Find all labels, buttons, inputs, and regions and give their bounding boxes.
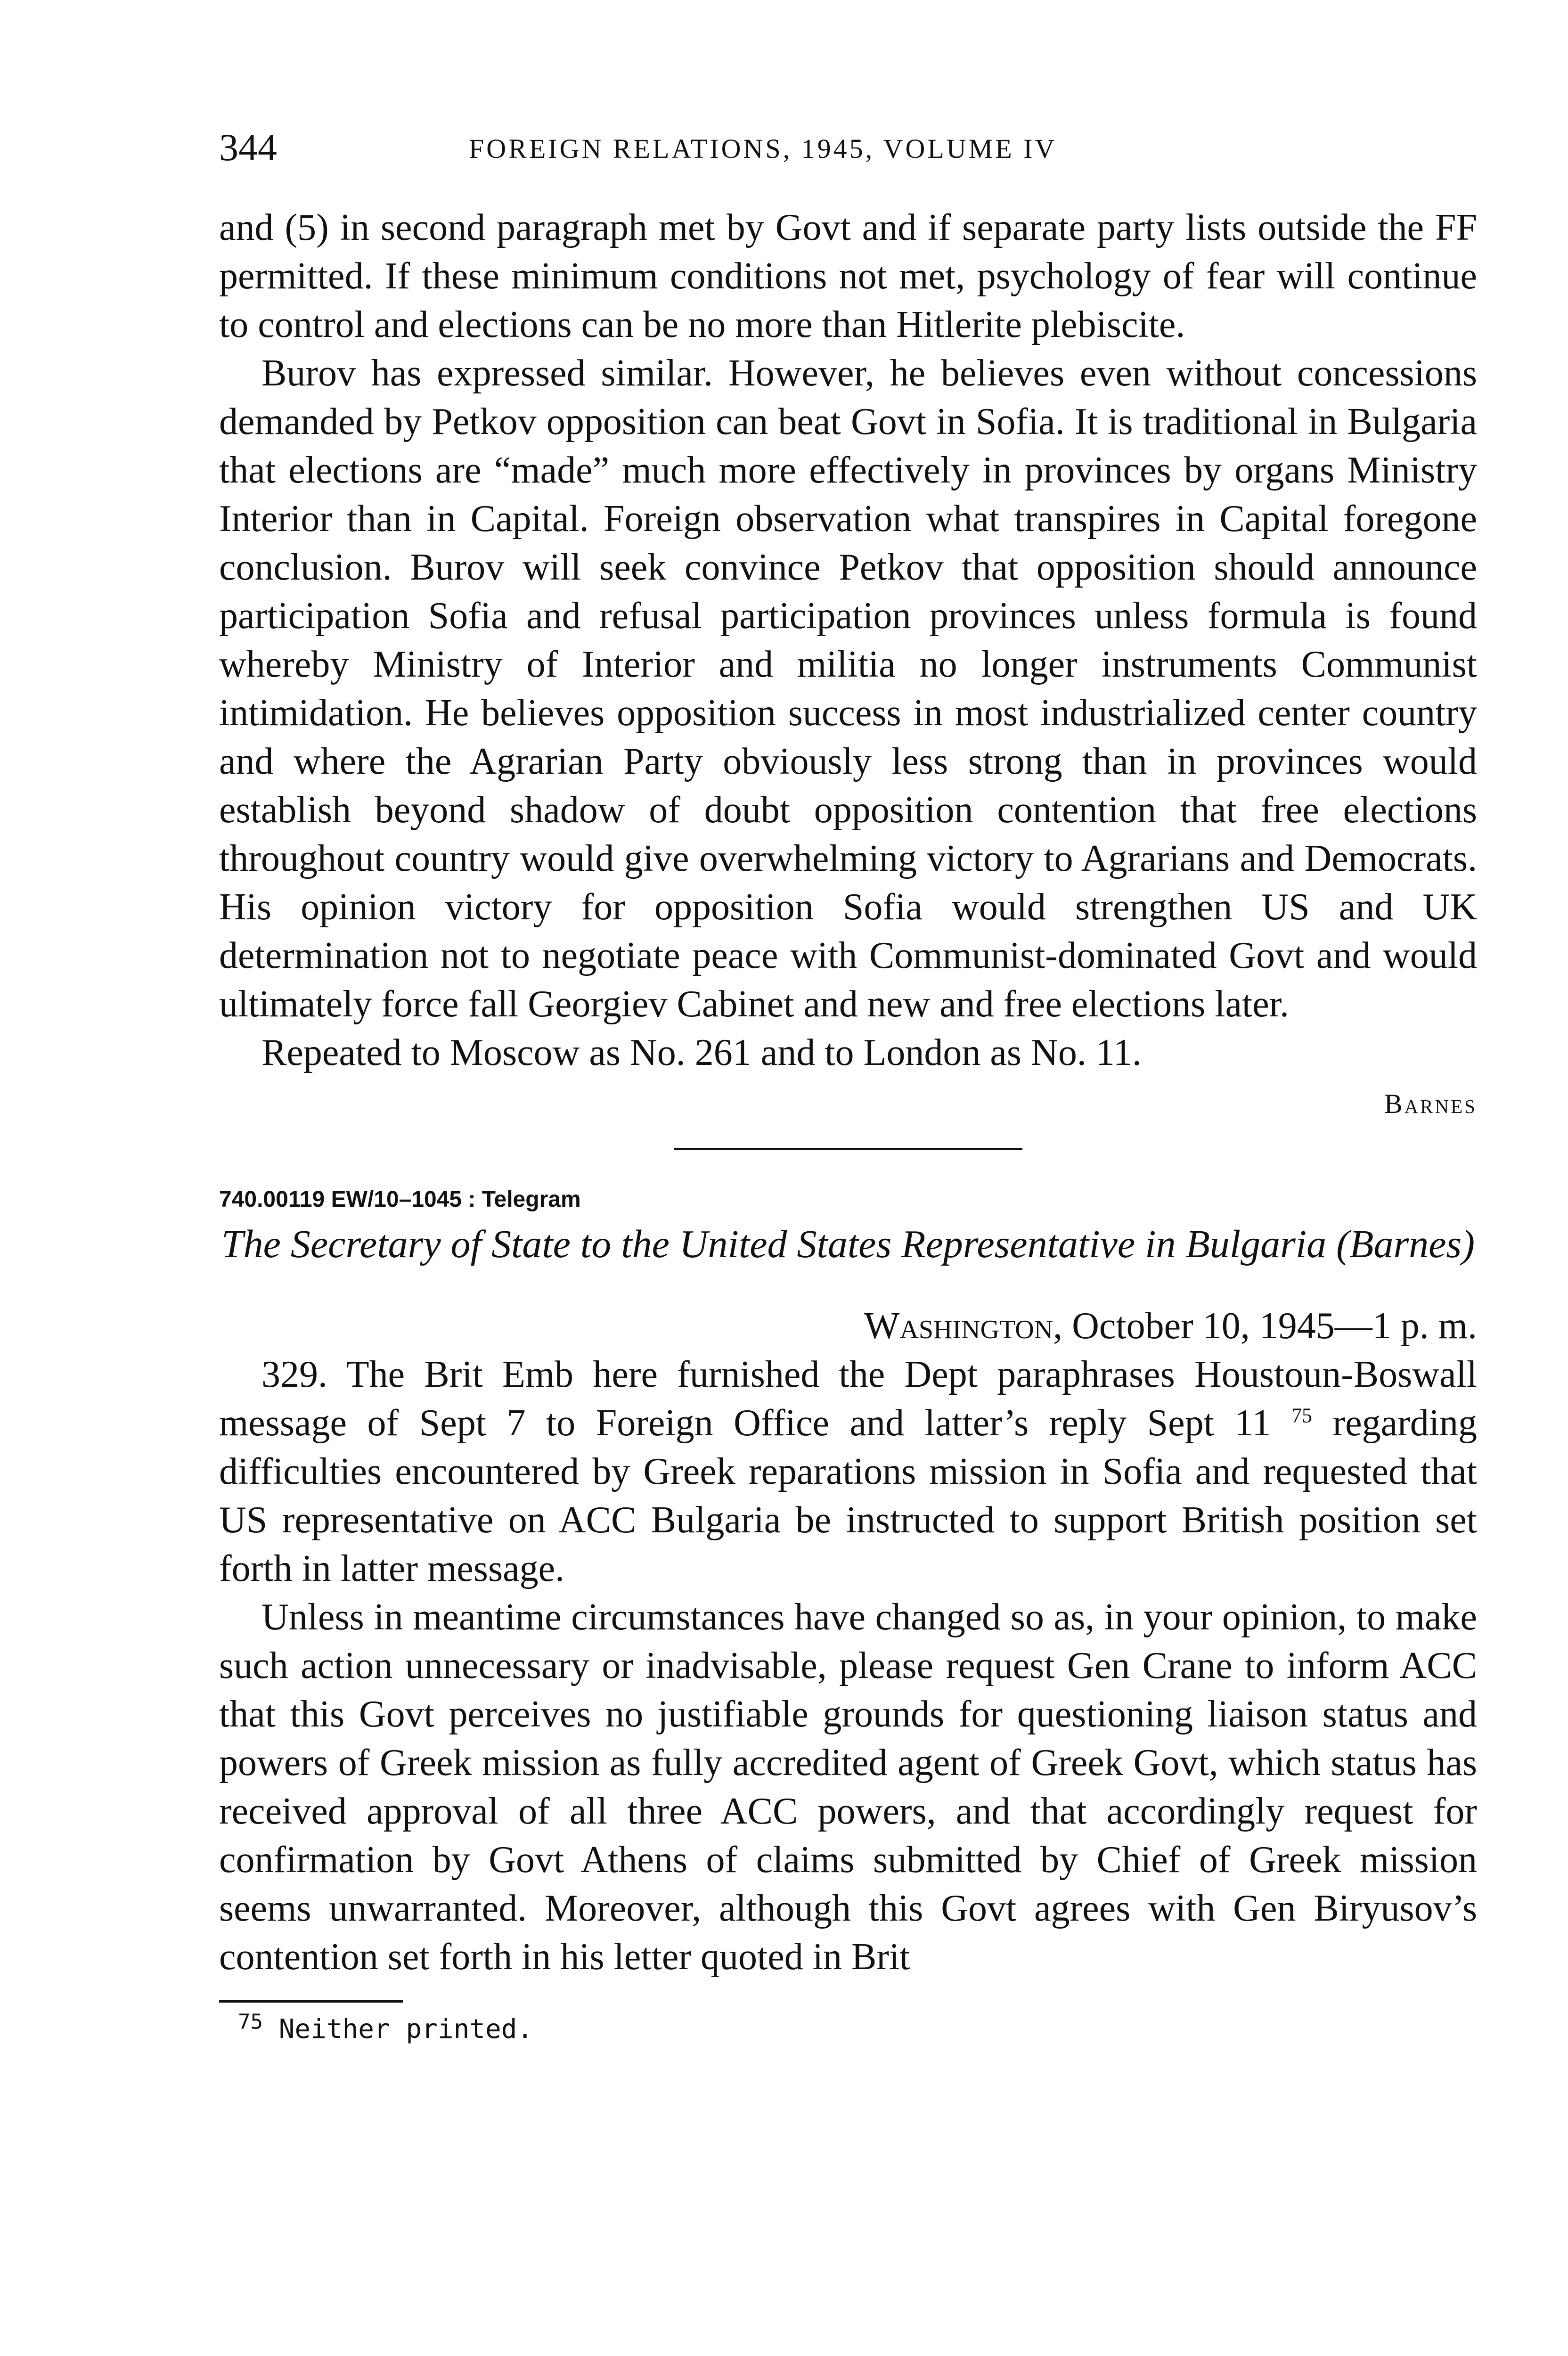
footnote-reference: 75 xyxy=(1291,1404,1312,1427)
footnote-number: 75 xyxy=(238,2010,263,2034)
footnote-divider xyxy=(219,2000,403,2003)
paragraph-329-end: regarding difficulties encountered by Greek reparations mission in Sofia and requested that US representative on ACC Bulgaria be instructed to support British position set forth in latter message. xyxy=(219,1402,1478,1589)
paragraph-329 xyxy=(219,1350,1477,1593)
page-number: 344 xyxy=(219,126,277,169)
dateline-date: October 10, 1945—1 p. m. xyxy=(1072,1305,1477,1347)
paragraph-repeated: Repeated to Moscow as No. 261 and to London as No. 11. xyxy=(261,1032,1142,1073)
paragraph-329-start: 329. The Brit Emb here furnished the Dept paraphrases Houstoun-Boswall message of Sept 7 to Foreign Office and latter’s reply Sept 11 xyxy=(219,1354,1477,1444)
signature-barnes: Barnes xyxy=(1384,1088,1477,1119)
section-divider xyxy=(674,1148,1022,1150)
dateline-place: Washington, xyxy=(864,1305,1063,1347)
document-title: The Secretary of State to the United States Representative in Bulgaria (Barnes) xyxy=(221,1222,1475,1266)
running-title: FOREIGN RELATIONS, 1945, VOLUME IV xyxy=(469,133,1057,164)
page-header xyxy=(219,126,1477,169)
paragraph-unless: Unless in meantime circumstances have changed so as, in your opinion, to make such action unnecessary or inadvisable, please request Gen Crane to inform ACC that this Govt perceives no justifiable grounds for questioning liaison status and powers of Greek mission as fully accredited agent of Greek Govt, which status has received approval of all three ACC powers, and that accordingly request for confirmation by Govt Athens of claims submitted by Chief of Greek mission seems unwarranted. Moreover, although this Govt agrees with Gen Biryusov’s contention set forth in his letter quoted in Brit xyxy=(219,1596,1477,1978)
paragraph-continuation: and (5) in second paragraph met by Govt and if separate party lists outside the FF permitted. If these minimum conditions not met, psychology of fear will continue to control and elections can be no more than Hitlerite plebiscite. xyxy=(219,207,1477,345)
footnote-text: Neither printed. xyxy=(278,2014,533,2045)
document-file-number: 740.00119 EW/10–1045 : Telegram xyxy=(219,1187,581,1212)
page-body xyxy=(219,204,1477,2047)
dateline xyxy=(219,1302,1477,1350)
paragraph-burov: Burov has expressed similar. However, he believes even without concessions demanded by Petkov opposition can beat Govt in Sofia. It is traditional in Bulgaria that elections are “made” much more effectively in provinces by organs Ministry Interior than in Capital. Foreign observation what transpires in Capital foregone conclusion. Burov will seek convince Petkov that opposition should announce participation Sofia and refusal participation provinces unless formula is found whereby Ministry of Interior and militia no longer instruments Communist intimidation. He believes opposition success in most industrialized center country and where the Agrarian Party obviously less strong than in provinces would establish beyond shadow of doubt opposition contention that free elections throughout country would give overwhelming victory to Agrarians and Democrats. His opinion victory for opposition Sofia would strengthen US and UK determination not to negotiate peace with Communist-dominated Govt and would ultimately force fall Georgiev Cabinet and new and free elections later. xyxy=(219,352,1477,1025)
footnote xyxy=(219,2012,1477,2047)
page xyxy=(219,0,1477,2356)
